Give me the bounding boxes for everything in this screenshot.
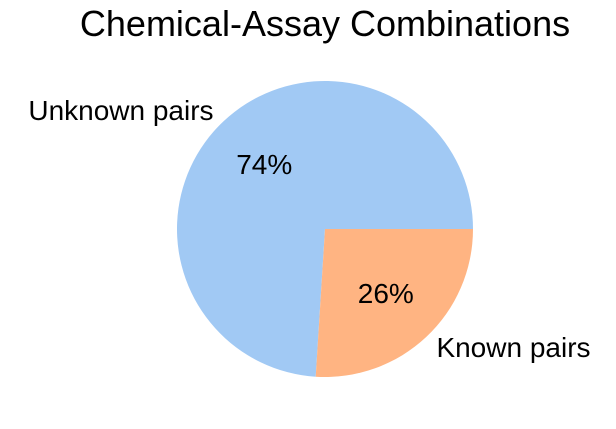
pie-slices [177, 81, 473, 377]
slice-percentage-label: 26% [357, 278, 414, 310]
slice-label: Known pairs [436, 332, 591, 364]
slice-label: Unknown pairs [28, 94, 214, 126]
slice-percentage-label: 74% [236, 148, 293, 180]
chart-title: Chemical-Assay Combinations [79, 3, 571, 44]
